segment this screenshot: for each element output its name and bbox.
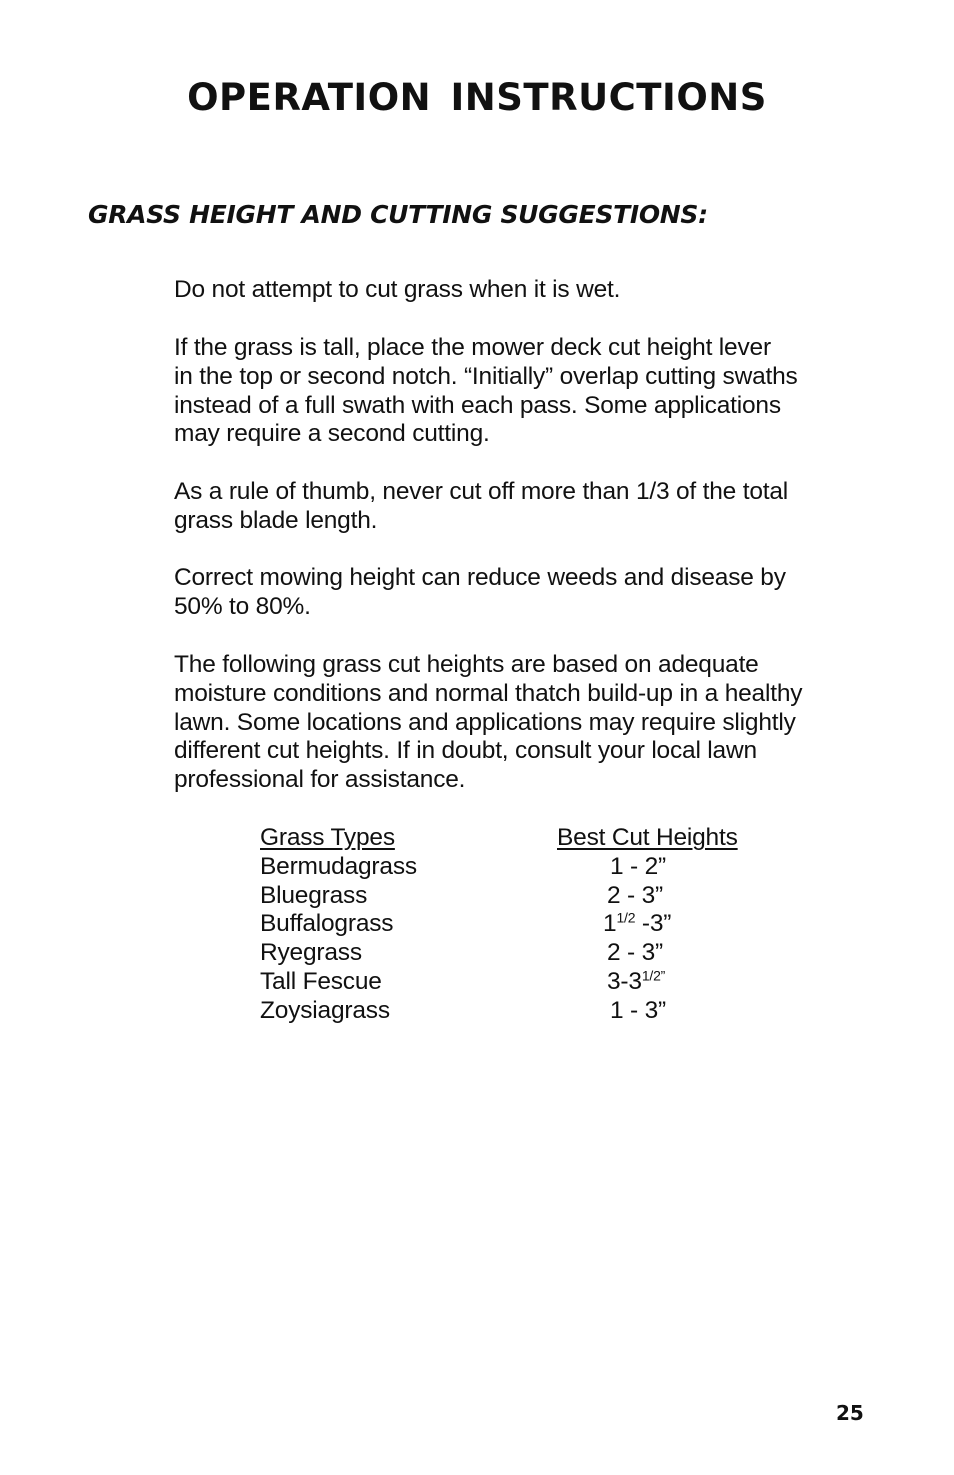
paragraph-mowing-height [174, 564, 894, 622]
page-number: 25 [836, 1401, 864, 1425]
paragraph-line: in the top or second notch. “Initially” overlap cutting swaths [174, 362, 798, 390]
grass-type-cell: Buffalograss [260, 910, 394, 938]
table-row [260, 968, 820, 997]
cut-height-fraction: 1/2” [641, 967, 666, 984]
paragraph-line: grass blade length. [174, 506, 378, 534]
paragraph-wet-grass: Do not attempt to cut grass when it is wet. [174, 276, 621, 303]
paragraph-line: instead of a full swath with each pass. Some applications [174, 391, 781, 419]
paragraph-cut-heights-info [174, 651, 894, 795]
cut-height-cell: 2 - 3” [607, 939, 663, 967]
page-title: OPERATION INSTRUCTIONS [187, 76, 767, 119]
grass-type-cell: Tall Fescue [260, 967, 382, 995]
header-best-cut-heights: Best Cut Heights [557, 824, 738, 851]
paragraph-tall-grass [174, 334, 894, 449]
paragraph-line: If the grass is tall, place the mower deck cut height lever [174, 334, 771, 361]
table-header-row [260, 824, 820, 853]
paragraph-line: Correct mowing height can reduce weeds and disease by [174, 564, 786, 591]
cut-height-whole: 3-3 [607, 967, 642, 995]
paragraph-line: 50% to 80%. [174, 592, 311, 620]
table-row [260, 853, 820, 882]
cut-height-cell [603, 910, 671, 939]
paragraph-line: professional for assistance. [174, 766, 466, 794]
grass-cut-height-table [260, 824, 820, 1026]
grass-type-cell: Bluegrass [260, 881, 368, 909]
header-grass-types: Grass Types [260, 824, 395, 851]
cut-height-fraction: 1/2 [616, 910, 636, 926]
paragraph-line: moisture conditions and normal thatch build-up in a healthy [174, 679, 803, 707]
cut-height-cell [607, 968, 665, 997]
paragraph-rule-of-thumb [174, 478, 894, 536]
table-row [260, 910, 820, 939]
paragraph-line: lawn. Some locations and applications may require slightly [174, 708, 796, 736]
paragraph-line: The following grass cut heights are based on adequate [174, 651, 759, 678]
table-row [260, 939, 820, 968]
cut-height-cell: 1 - 3” [610, 996, 666, 1024]
grass-type-cell: Zoysiagrass [260, 996, 390, 1024]
grass-type-cell: Bermudagrass [260, 852, 417, 880]
cut-height-whole: 1 [603, 910, 617, 938]
paragraph-line: As a rule of thumb, never cut off more than 1/3 of the total [174, 478, 789, 505]
section-heading: GRASS HEIGHT AND CUTTING SUGGESTIONS: [88, 200, 708, 229]
cut-height-suffix: -3” [635, 910, 672, 938]
cut-height-cell: 2 - 3” [607, 881, 663, 909]
table-row [260, 882, 820, 911]
paragraph-line: may require a second cutting. [174, 420, 490, 448]
cut-height-cell: 1 - 2” [610, 852, 666, 880]
paragraph-line: different cut heights. If in doubt, consult your local lawn [174, 737, 757, 765]
grass-type-cell: Ryegrass [260, 939, 362, 967]
table-row [260, 997, 820, 1026]
